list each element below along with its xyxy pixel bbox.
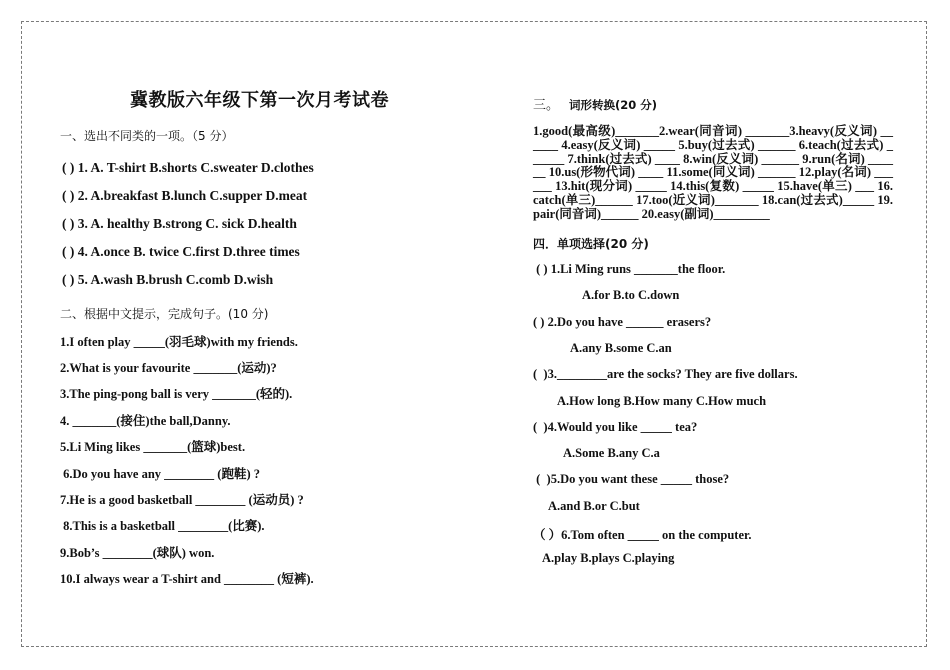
section4-q5: ( )5.Do you want these _____ those? [533,472,730,486]
section4-heading: 四．单项选择(20 分) [533,237,649,251]
section4-q4-options: A.Some B.any C.a [563,446,660,460]
section2-item-3: 3.The ping-pong ball is very _______(轻的). [60,387,293,401]
section2-heading: 二、根据中文提示，完成句子。(10 分) [60,307,269,321]
section4-q2: ( ) 2.Do you have ______ erasers? [533,315,712,329]
section2-item-8: 8.This is a basketball ________(比赛). [60,519,265,533]
section1-item-3: ( ) 3. A. healthy B.strong C. sick D.health [62,216,297,231]
section2-item-9: 9.Bob’s ________(球队) won. [60,546,215,560]
section1-heading: 一、选出不同类的一项。（5 分） [60,129,234,143]
section1-item-2: ( ) 2. A.breakfast B.lunch C.supper D.meat [62,188,308,203]
section3-heading: 词形转换(20 分) [569,98,658,112]
section3-paragraph: 1.good(最高级)_______2.wear(同音词) _______3.heavy(反义词) ______ 4.easy(反义词) _____ 5.buy(过去式) ______ 6.teach(过去式) ______ 7.think(过去式) ____ 8.win(反义词) ______ 9.run(名词) ______ 10.us(形物代词) ____ 11.some(同义词) ______ 12.play(名词) ______ 13.hit(现分词) _____ 14.this(复数) _____ 15.have(单三) ___ 16.catch(单三)______ 17.too(近义词)_______ 18.can(过去式)_____ 19.pair(同音词)______ 20.easy(副词)_________ [533,124,893,221]
section4-q3-options: A.How long B.How many C.How much [557,394,767,408]
section4-q4: ( )4.Would you like _____ tea? [533,420,698,434]
section2-item-4: 4. _______(接住)the ball,Danny. [60,414,231,428]
section1-item-5: ( ) 5. A.wash B.brush C.comb D.wish [62,272,274,287]
section4-q1-options: A.for B.to C.down [582,288,680,302]
section2-item-7: 7.He is a good basketball ________ (运动员) ? [60,493,304,507]
page-title: 冀教版六年级下第一次月考试卷 [130,90,389,111]
section4-q2-options: A.any B.some C.an [570,341,672,355]
section4-q6-options: A.play B.plays C.playing [542,551,675,565]
section2-item-10: 10.I always wear a T-shirt and ________ (短裤). [60,572,314,586]
section4-q1: ( ) 1.Li Ming runs _______the floor. [533,262,726,276]
section3-heading-row [533,94,657,113]
section4-q5-options: A.and B.or C.but [548,499,640,513]
section1-item-1: ( ) 1. A. T-shirt B.shorts C.sweater D.clothes [62,160,314,175]
section4-q6: （ ）6.Tom often _____ on the computer. [533,528,752,542]
section2-item-2: 2.What is your favourite _______(运动)? [60,361,277,375]
section4-q3: ( )3.________are the socks? They are five dollars. [533,367,798,381]
section1-item-4: ( ) 4. A.once B. twice C.first D.three times [62,244,300,259]
section3-number: 三。 [533,98,560,113]
section2-item-5: 5.Li Ming likes _______(篮球)best. [60,440,246,454]
section2-item-6: 6.Do you have any ________ (跑鞋) ? [60,467,261,481]
section2-item-1: 1.I often play _____(羽毛球)with my friends. [60,335,298,349]
